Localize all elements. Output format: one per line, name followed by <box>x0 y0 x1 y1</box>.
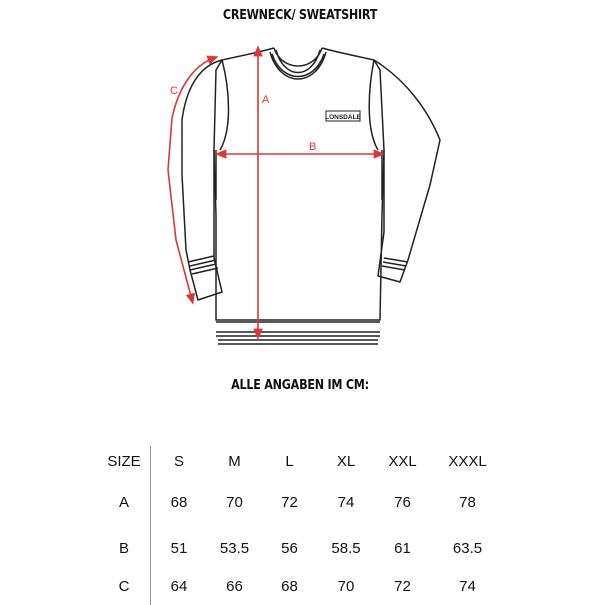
row-label: A <box>98 476 151 529</box>
table-cell: 72 <box>394 577 411 595</box>
table-cell: 66 <box>226 577 243 595</box>
table-cell: 74 <box>337 494 355 511</box>
table-row <box>98 476 505 529</box>
table-cell: 76 <box>394 494 411 511</box>
size-header-label: SIZE <box>98 446 151 476</box>
size-col-header: M <box>228 452 241 470</box>
size-col-header: L <box>285 452 294 470</box>
table-header-row <box>98 446 505 476</box>
size-table <box>98 446 506 605</box>
table-cell: 78 <box>459 494 476 511</box>
table-cell: 63.5 <box>452 539 483 557</box>
table-cell: 58.5 <box>331 539 361 557</box>
logo-emblem <box>325 111 361 121</box>
table-cell: 74 <box>459 577 476 595</box>
table-cell: 53.5 <box>219 539 250 557</box>
sweatshirt-outline <box>182 48 440 344</box>
table-cell: 56 <box>281 539 298 557</box>
table-cell: 70 <box>226 494 243 511</box>
size-col-header: XXL <box>388 452 417 470</box>
units-note: ALLE ANGABEN IM CM: <box>231 378 369 393</box>
measure-a-label: A <box>262 94 270 106</box>
page-title: CREWNECK/ SWEATSHIRT <box>222 8 378 23</box>
size-col-header: XL <box>336 452 356 470</box>
table-cell: 61 <box>394 539 411 557</box>
table-row <box>98 529 505 567</box>
table-cell: 68 <box>170 494 188 511</box>
measure-c-label: C <box>170 85 178 97</box>
size-col-header: XXXL <box>448 452 487 470</box>
table-cell: 70 <box>337 577 355 595</box>
table-cell: 51 <box>170 539 188 557</box>
row-label: B <box>98 529 151 567</box>
table-cell: 64 <box>170 577 188 595</box>
row-label: C <box>98 567 151 605</box>
size-col-header: S <box>173 452 184 470</box>
table-cell: 72 <box>281 494 298 511</box>
table-row <box>98 567 505 605</box>
logo-text: LONSDALE <box>325 114 361 121</box>
table-cell: 68 <box>281 577 298 595</box>
measure-b-label: B <box>309 141 317 153</box>
